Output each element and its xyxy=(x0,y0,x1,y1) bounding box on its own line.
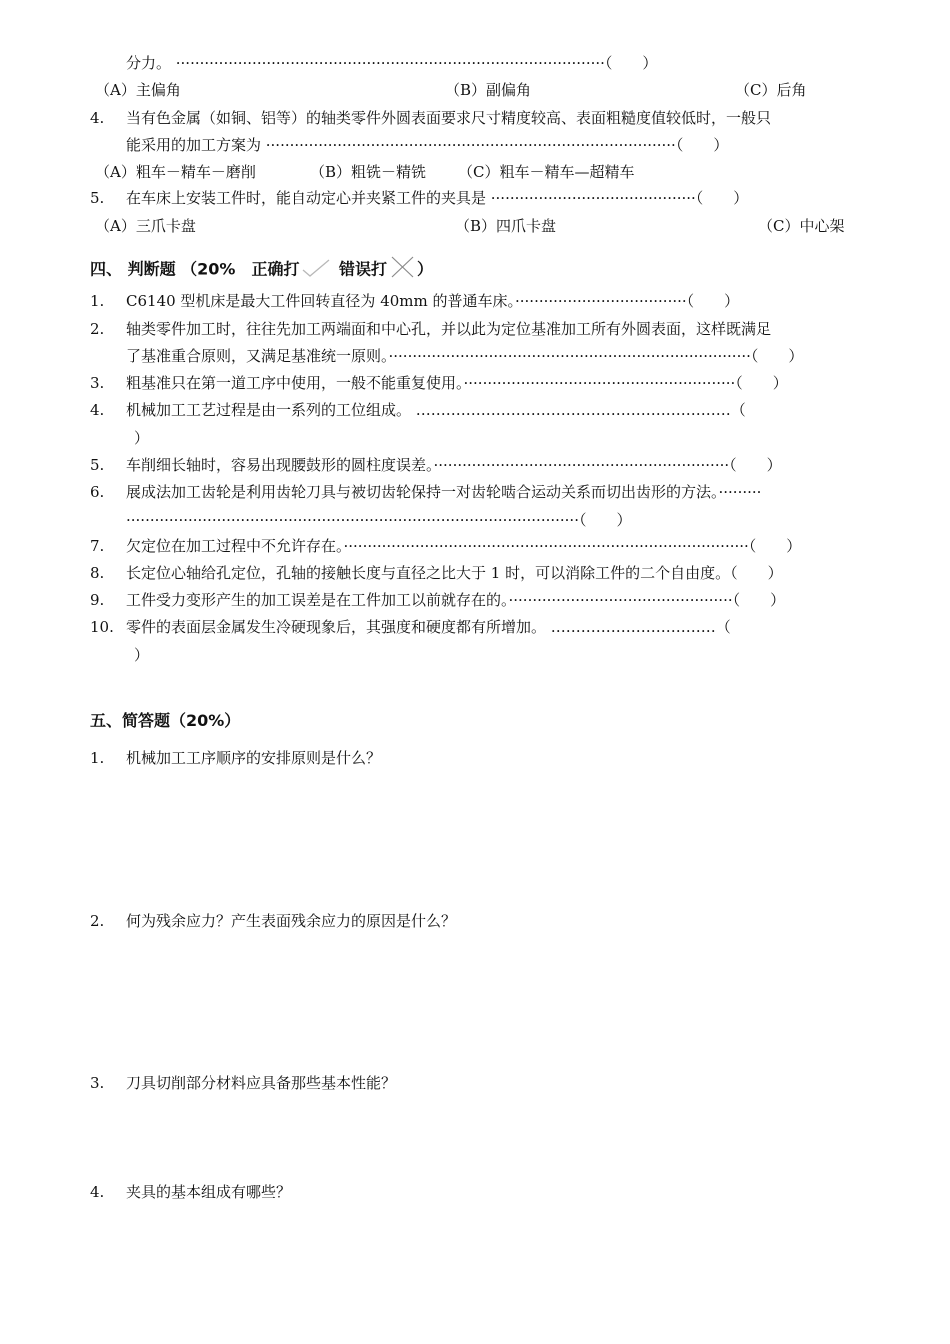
short-answer-question: 机械加工工序顺序的安排原则是什么？ xyxy=(126,749,382,767)
q3-continuation: 分力。 ··························································································（ ） xyxy=(126,54,658,72)
short-answer-question: 夹具的基本组成有哪些？ xyxy=(126,1183,292,1201)
q5-text: 在车床上安装工件时，能自动定心并夹紧工件的夹具是 ···········································（ ） xyxy=(126,189,749,207)
short-answer-question: 刀具切削部分材料应具备那些基本性能？ xyxy=(126,1074,397,1092)
short-answer-question: 何为残余应力？产生表面残余应力的原因是什么？ xyxy=(126,912,457,930)
tf-item-number: 7. xyxy=(90,537,105,555)
q5-option-c: （C）中心架 xyxy=(758,217,845,235)
tf-item-text: 欠定位在加工过程中不允许存在。·····················································································（ ） xyxy=(126,537,802,555)
tf-item-number: 8. xyxy=(90,564,105,582)
tf-item-text: 机械加工工艺过程是由一系列的工位组成。 ………………………………………………………（ xyxy=(126,401,746,419)
q5-option-b: （B）四爪卡盘 xyxy=(455,217,557,235)
tf-item-text: 零件的表面层金属发生冷硬现象后，其强度和硬度都有所增加。 ……………………………（ xyxy=(126,618,731,636)
tf-item-text-cont: ） xyxy=(134,429,150,447)
tf-item-number: 5. xyxy=(90,456,105,474)
q4-text-line1: 当有色金属（如铜、铝等）的轴类零件外圆表面要求尺寸精度较高、表面粗糙度值较低时，一般只 xyxy=(126,109,772,127)
section4-heading-suffix: ） xyxy=(417,259,434,279)
tf-item-text: 长定位心轴给孔定位，孔轴的接触长度与直径之比大于 1 时，可以消除工件的二个自由度。（ ） xyxy=(126,564,783,582)
q4-option-b: （B）粗铣－精铣 xyxy=(310,163,427,181)
tf-item-number: 4. xyxy=(90,401,105,419)
check-mark-icon xyxy=(299,256,333,284)
tf-item-text: 粗基准只在第一道工序中使用，一般不能重复使用。·························································（ ） xyxy=(126,374,788,392)
tf-item-text: 工件受力变形产生的加工误差是在工件加工以前就存在的。···············································（ ） xyxy=(126,591,786,609)
cross-mark-icon xyxy=(387,255,417,285)
tf-item-text-cont: ·······························································································（ ） xyxy=(126,511,632,529)
tf-item-text: 车削细长轴时，容易出现腰鼓形的圆柱度误差。······························································（ ） xyxy=(126,456,782,474)
tf-item-number: 2. xyxy=(90,320,105,338)
tf-item-number: 6. xyxy=(90,483,105,501)
tf-item-text: 展成法加工齿轮是利用齿轮刀具与被切齿轮保持一对齿轮啮合运动关系而切出齿形的方法。········· xyxy=(126,483,762,501)
q4-number: 4. xyxy=(90,109,105,127)
section5-heading: 五、简答题（20%） xyxy=(90,711,241,730)
section4-heading-mid: 错误打 xyxy=(339,259,388,279)
tf-item-number: 10. xyxy=(90,618,114,636)
q4-option-c: （C）粗车－精车—超精车 xyxy=(458,163,635,181)
section4-heading-prefix: 四、 判断题 （20% 正确打 xyxy=(90,259,300,279)
tf-item-number: 1. xyxy=(90,292,105,310)
q5-option-a: （A）三爪卡盘 xyxy=(95,217,196,235)
tf-item-number: 9. xyxy=(90,591,105,609)
short-answer-number: 3. xyxy=(90,1074,105,1092)
short-answer-number: 2. xyxy=(90,912,105,930)
tf-item-text-cont: ） xyxy=(134,646,150,664)
tf-item-text: C6140 型机床是最大工件回转直径为 40mm 的普通车床。····································（ ） xyxy=(126,292,740,310)
q3-option-a: （A）主偏角 xyxy=(95,81,181,99)
q4-text-line2: 能采用的加工方案为 ······················································································（ ） xyxy=(126,136,729,154)
tf-item-text: 轴类零件加工时，往往先加工两端面和中心孔，并以此为定位基准加工所有外圆表面，这样既满足 xyxy=(126,320,772,338)
short-answer-number: 1. xyxy=(90,749,105,767)
q3-option-c: （C）后角 xyxy=(735,81,807,99)
q3-option-b: （B）副偏角 xyxy=(445,81,532,99)
short-answer-number: 4. xyxy=(90,1183,105,1201)
q5-number: 5. xyxy=(90,189,105,207)
tf-item-number: 3. xyxy=(90,374,105,392)
q4-option-a: （A）粗车－精车－磨削 xyxy=(95,163,256,181)
section4-heading xyxy=(90,255,433,285)
tf-item-text-cont: 了基准重合原则，又满足基准统一原则。············································································（ ） xyxy=(126,347,804,365)
